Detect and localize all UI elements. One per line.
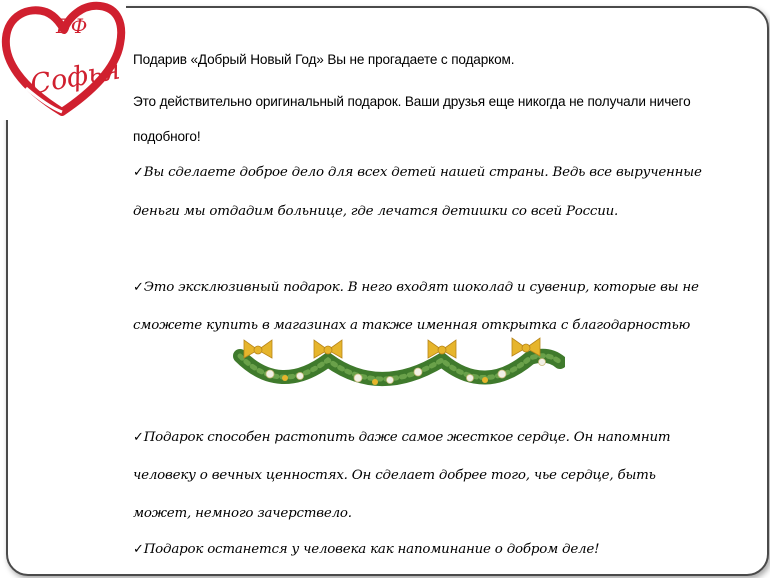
intro-line-2: Это действительно оригинальный подарок. Ваши друзья еще никогда не получали ничего: [133, 94, 691, 109]
point-2-line-1: [133, 280, 699, 295]
point-3-line-1: [133, 430, 670, 445]
point-4-line-1: [133, 542, 599, 557]
checkmark-icon: ✓: [133, 542, 144, 557]
logo-name: Софья: [27, 54, 123, 101]
checkmark-icon: ✓: [133, 430, 144, 445]
checkmark-icon: ✓: [133, 280, 144, 295]
point-2-line-2: сможете купить в магазинах а также именная открытка с благодарностью: [133, 318, 691, 333]
intro-line-1: Подарив «Добрый Новый Год» Вы не прогадаете с подарком.: [133, 52, 515, 67]
intro-line-3: подобного!: [133, 129, 201, 144]
point-1-line-1: [133, 165, 702, 180]
point-4-text-a: Подарок останется у человека как напоминание о добром деле!: [143, 542, 600, 557]
point-3-line-2: человеку о вечных ценностях. Он сделает добрее того, чье сердце, быть: [133, 468, 656, 483]
point-2-text-a: Это эксклюзивный подарок. В него входят шоколад и сувенир, которые вы не: [143, 280, 699, 295]
point-3-text-a: Подарок способен растопить даже самое жесткое сердце. Он напомнит: [143, 430, 671, 445]
logo: [0, 0, 126, 120]
point-3-line-3: может, немного зачерствело.: [133, 506, 352, 521]
point-1-text-a: Вы сделаете доброе дело для всех детей нашей страны. Ведь все вырученные: [143, 165, 702, 180]
logo-initials: БФ: [56, 14, 88, 38]
point-1-line-2: деньги мы отдадим больнице, где лечатся детишки со всей России.: [133, 204, 619, 219]
checkmark-icon: ✓: [133, 165, 144, 180]
christmas-garland-image: [230, 336, 565, 398]
